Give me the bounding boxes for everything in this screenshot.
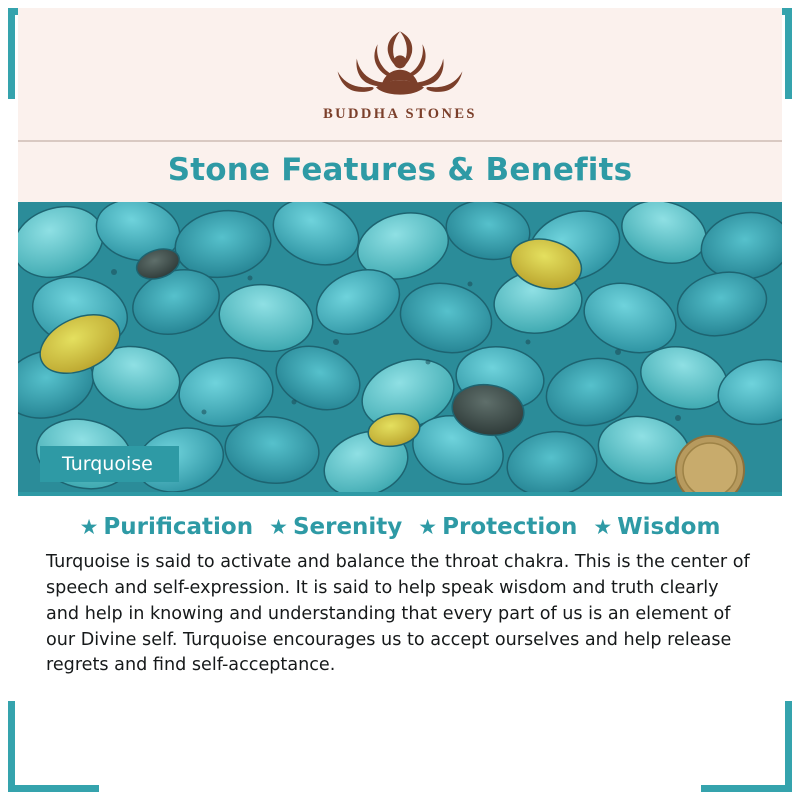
star-icon: ★ bbox=[593, 514, 613, 539]
brand-header bbox=[18, 8, 782, 140]
benefits-section bbox=[18, 492, 782, 540]
benefit-item bbox=[269, 514, 402, 540]
content-container bbox=[18, 8, 782, 792]
benefit-item bbox=[418, 514, 577, 540]
description-text: Turquoise is said to activate and balance the throat chakra. This is the center of speech and self-expression. It is said to help speak wisdom and truth clearly and help in knowing and understanding that every part of us is an element of our Divine self. Turquoise encourages us to accept ourselves and help release regrets and find self-acceptance. bbox=[46, 552, 750, 676]
stone-name-label: Turquoise bbox=[40, 446, 179, 482]
star-icon: ★ bbox=[269, 514, 288, 539]
benefit-label: Purification bbox=[103, 514, 254, 540]
benefits-list bbox=[18, 514, 782, 540]
benefit-label: Wisdom bbox=[617, 514, 721, 540]
title-banner bbox=[18, 140, 782, 202]
star-icon: ★ bbox=[418, 514, 438, 539]
brand-name: BUDDHA STONES bbox=[323, 106, 477, 122]
benefit-label: Serenity bbox=[292, 514, 403, 540]
stone-photo bbox=[18, 202, 782, 492]
benefit-label: Protection bbox=[442, 514, 578, 540]
star-icon: ★ bbox=[79, 514, 99, 539]
benefit-item bbox=[80, 514, 254, 540]
lotus-meditation-icon bbox=[320, 26, 480, 104]
benefit-item bbox=[593, 514, 720, 540]
page-title: Stone Features & Benefits bbox=[167, 152, 633, 188]
